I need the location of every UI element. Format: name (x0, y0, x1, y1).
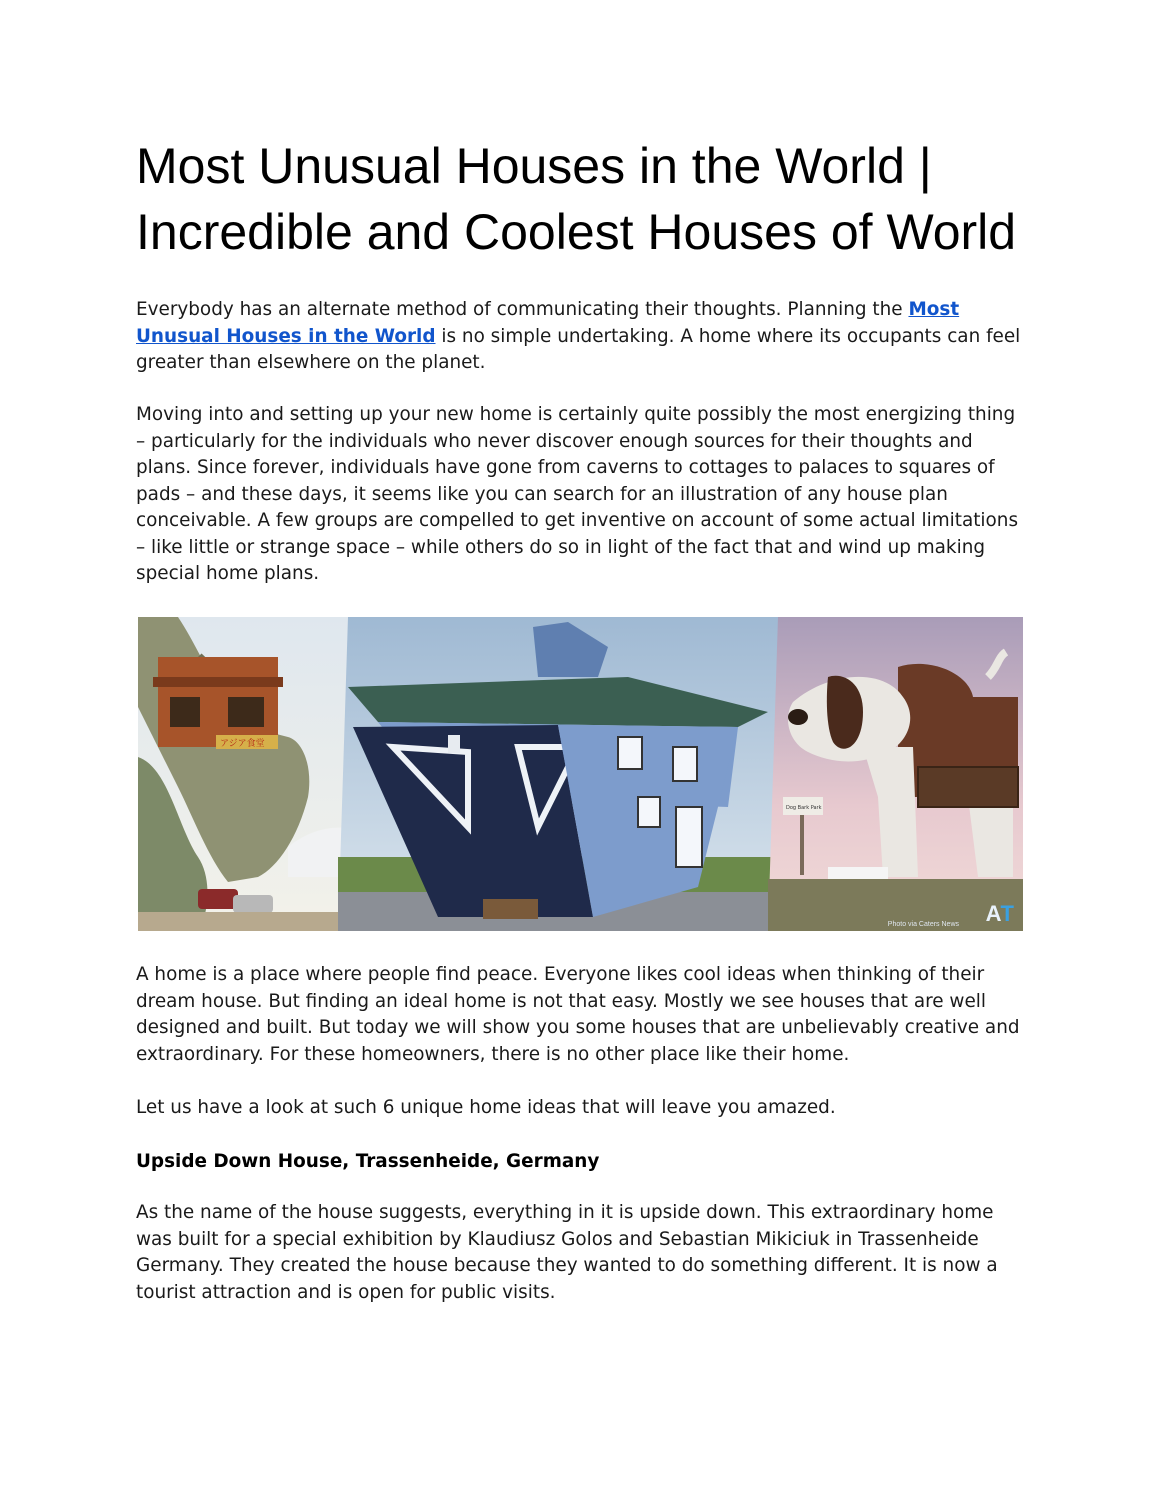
upside-down-window-1 (618, 737, 642, 769)
home-peace-paragraph: A home is a place where people find peace. Everyone likes cool ideas when thinking of their dream house. But finding an ideal home is not that easy. Mostly we see houses that are well designed and built. But today we will show you some houses that are unbelievably creative and extraordinary. For these homeowners, there is no other place like their home. (136, 964, 1020, 1065)
section-heading: Upside Down House, Trassenheide, Germany (136, 1151, 600, 1172)
upside-down-window-2 (673, 747, 697, 781)
red-car (198, 889, 238, 909)
site-logo (986, 901, 1013, 927)
tree-house-sign-text: アジア食堂 (220, 739, 265, 749)
title-line-1: Most Unusual Houses in the World | (136, 138, 932, 194)
sign-post (800, 815, 804, 875)
tree-house-deck (153, 677, 283, 687)
unusual-houses-collage-image (138, 617, 1023, 931)
tree-house-window (170, 697, 200, 727)
upside-down-house-paragraph: As the name of the house suggests, everything in it is upside down. This extraordinary home was built for a special exhibition by Klaudiusz Golos and Sebastian Mikiciuk in Trassenheide Germany. They created the house because they wanted to do something different. It is now a tourist attraction and is open for public visits. (136, 1202, 998, 1303)
logo-letter-a: A (985, 901, 1001, 926)
moving-paragraph: Moving into and setting up your new home is certainly quite possibly the most energizing thing – particularly for the individuals who never discover enough sources for their thoughts and plans. Since forever, individuals have gone from caverns to cottages to palaces to squares of pads – and these days, it seems like you can search for an illustration of any house plan conceivable. A few groups are compelled to get inventive on account of some actual limitations – like little or strange space – while others do so in light of the fact that and wind up making special home plans. (136, 404, 1019, 584)
left-ground (138, 912, 368, 931)
silver-car (233, 895, 273, 913)
intro-text-end: is no simple undertaking. A home where its occupants can feel greater than elsewhere on the planet. (136, 325, 1021, 373)
logo-letter-t: T (1000, 901, 1013, 926)
tree-house-window-2 (228, 697, 264, 727)
photo-credit: Photo via Caters News (887, 921, 959, 928)
upside-down-door (676, 807, 702, 867)
page-title (136, 133, 1026, 265)
upside-down-window-3 (638, 797, 660, 827)
most-unusual-houses-link[interactable]: Most Unusual Houses in the World (136, 299, 960, 347)
dog-nose (788, 709, 808, 725)
dog-park-sign-text: Dog Bark Park (786, 805, 822, 811)
look-paragraph: Let us have a look at such 6 unique home ideas that will leave you amazed. (136, 1097, 836, 1118)
wooden-bench (483, 899, 538, 919)
dog-house-balcony (918, 767, 1018, 807)
intro-text-start: Everybody has an alternate method of communicating their thoughts. Planning the (136, 299, 909, 320)
collage-illustration (138, 617, 1023, 931)
white-picket-fence (828, 867, 888, 879)
title-line-2: Incredible and Coolest Houses of World (136, 204, 1017, 260)
small-window (448, 735, 460, 753)
intro-paragraph (136, 297, 1026, 377)
